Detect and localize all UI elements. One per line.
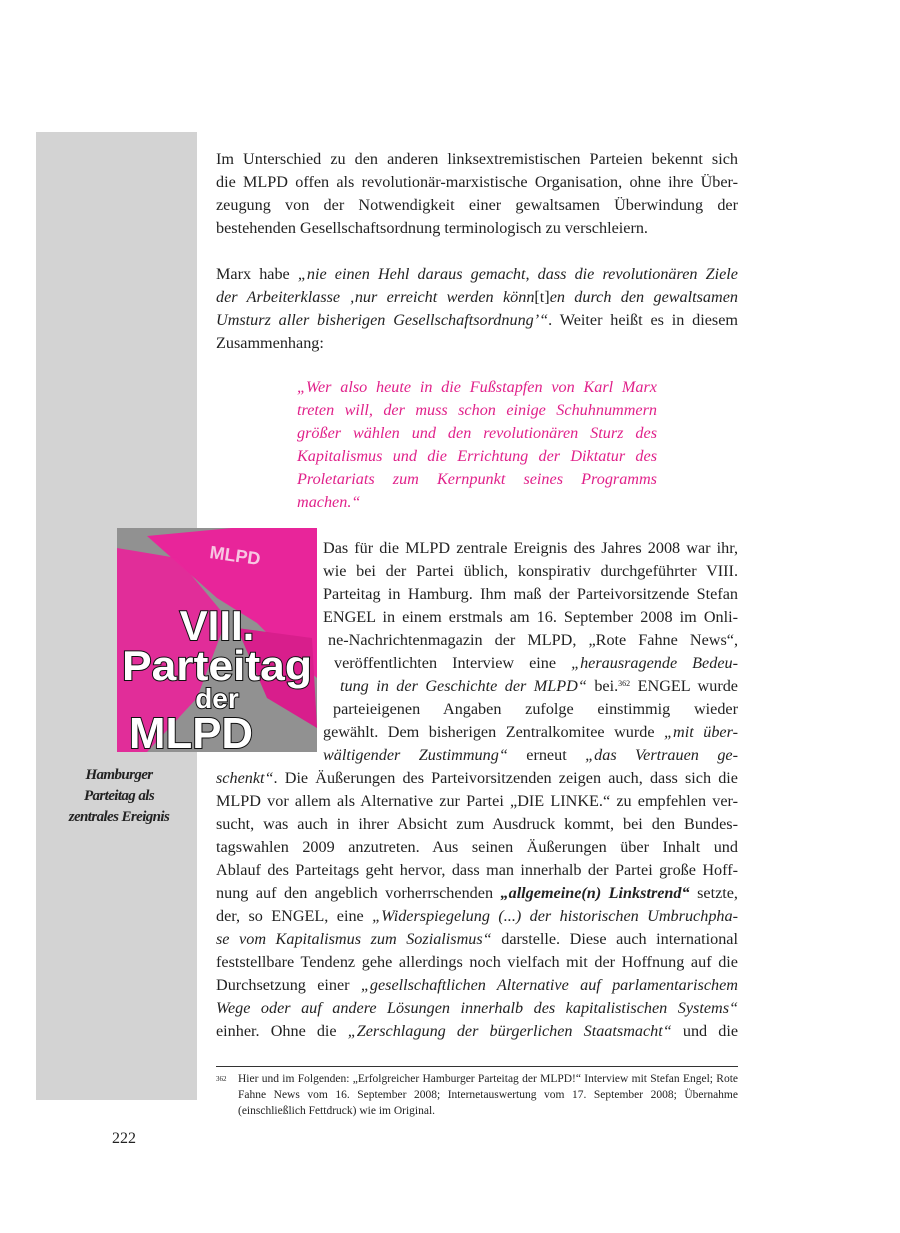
text-line: [216, 263, 738, 286]
text-line: [340, 675, 738, 698]
quote-line: machen.“: [297, 493, 361, 511]
poster-line: der: [195, 683, 239, 714]
text-line: Das für die MLPD zentrale Ereignis des Jahres 2008 war ihr,: [323, 539, 738, 557]
text-line: wie bei der Partei üblich, konspirativ durchgeführter VIII.: [323, 562, 738, 580]
footnote-separator: [216, 1066, 738, 1067]
text-line: tagswahlen 2009 anzutreten. Aus seinen Äußerungen über Inhalt und: [216, 838, 738, 856]
text-span: setzte,: [689, 884, 738, 902]
party-congress-poster: [117, 528, 317, 752]
quote-line: treten will, der muss schon einige Schuhnummern: [297, 401, 657, 419]
quote-span: „nie einen Hehl daraus gemacht, dass die revolutionären Ziele: [297, 265, 738, 283]
poster-image: [117, 528, 317, 752]
text-span: darstelle. Diese auch international: [491, 930, 738, 948]
quote-span: der Arbeiterklasse ‚nur erreicht werden könn: [216, 288, 535, 306]
paragraph-intro: [216, 148, 738, 240]
quote-span: se vom Kapitalismus zum Sozialismus“: [216, 930, 492, 948]
footnote-text: Hier und im Folgenden: „Erfolgreicher Hamburger Parteitag der MLPD!“ Interview mit Stefan Engel; Rote Fahne News vom 16. September 2008; Internetauswertung vom 17. September 2008; Übernahme (einschließlich Fettdruck) wie im Original.: [238, 1073, 738, 1117]
poster-line: VIII.: [179, 602, 255, 649]
paragraph-marx: [216, 263, 738, 355]
text-span: gewählt. Dem bisherigen Zentralkomitee wurde: [323, 723, 665, 741]
text-line: bestehenden Gesellschaftsordnung terminologisch zu verschleiern.: [216, 219, 648, 237]
text-span: veröffentlichten Interview eine: [334, 654, 572, 672]
quote-span: „mit über-: [664, 723, 738, 741]
bracket-span: [t]: [534, 288, 550, 306]
footnote-reference: 362: [618, 679, 631, 688]
text-span: Marx habe: [216, 265, 298, 283]
footnote-number: 362: [216, 1075, 227, 1083]
quote-line: Kapitalismus und die Errichtung der Diktatur des: [297, 447, 657, 465]
quote-line: Proletariats zum Kernpunkt seines Programms: [297, 470, 657, 488]
text-line: [216, 974, 738, 997]
text-line: MLPD vor allem als Alternative zur Partei „DIE LINKE.“ zu empfehlen ver-: [216, 792, 738, 810]
text-line: [216, 767, 738, 790]
quote-span: en durch den gewaltsamen: [549, 288, 738, 306]
text-span: bei.: [586, 677, 619, 695]
text-line: Wege oder auf andere Lösungen innerhalb des kapitalistischen Systems“: [216, 999, 738, 1017]
quote-span: „das Vertrauen ge-: [585, 746, 739, 764]
page-number: 222: [112, 1130, 136, 1147]
text-line: ne-Nachrichtenmagazin der MLPD, „Rote Fahne News“,: [328, 631, 738, 649]
quote-span: schenkt“: [216, 769, 274, 787]
text-line: Im Unterschied zu den anderen linksextremistischen Parteien bekennt sich: [216, 150, 738, 168]
sidenote-line: Parteitag als: [83, 788, 155, 804]
text-line: [323, 744, 738, 767]
sidenote-line: zentrales Ereignis: [68, 809, 170, 825]
text-line: [216, 1020, 738, 1043]
text-line: die MLPD offen als revolutionär-marxistische Organisation, ohne ihre Über-: [216, 173, 738, 191]
sidenote-line: Hamburger: [85, 767, 153, 783]
text-span: ENGEL wurde: [630, 677, 738, 695]
flag-label: MLPD: [208, 542, 262, 570]
text-line: [323, 721, 738, 744]
poster-line: MLPD: [129, 709, 253, 752]
text-line: Ablauf des Parteitags geht hervor, dass man innerhalb der Partei große Hoff-: [216, 861, 738, 879]
text-line: zeugung von der Notwendigkeit einer gewaltsamen Überwindung der: [216, 196, 738, 214]
text-line: feststellbare Tendenz gehe allerdings noch vielfach mit der Hoffnung auf die: [216, 953, 738, 971]
text-span: einher. Ohne die: [216, 1022, 348, 1040]
quote-span: „Zerschlagung der bürgerlichen Staatsmacht“: [347, 1022, 672, 1040]
text-line: parteieigenen Angaben zufolge einstimmig wieder: [333, 700, 738, 718]
footnote: [216, 1071, 738, 1119]
text-line: [334, 652, 738, 675]
quote-line: „Wer also heute in die Fußstapfen von Karl Marx: [297, 378, 657, 396]
sidenote: [52, 765, 186, 828]
quote-span: tung in der Geschichte der MLPD“: [340, 677, 587, 695]
text-span: Durchsetzung einer: [216, 976, 361, 994]
text-line: [216, 309, 738, 332]
quote-span: „gesellschaftlichen Alternative auf parlamentarischem: [360, 976, 738, 994]
text-line: sucht, was auch in ihrer Absicht zum Ausdruck kommt, bei den Bundes-: [216, 815, 738, 833]
text-span: und die: [671, 1022, 739, 1040]
text-span: erneut: [507, 746, 586, 764]
text-line: Zusammenhang:: [216, 334, 324, 352]
bold-quote-span: „allgemeine(n) Linkstrend“: [500, 884, 690, 902]
text-line: [216, 905, 738, 928]
text-line: ENGEL in einem erstmals am 16. September 2008 im Onli-: [323, 608, 738, 626]
poster-line: Parteitag: [122, 642, 312, 689]
text-line: Parteitag in Hamburg. Ihm maß der Parteivorsitzende Stefan: [323, 585, 738, 603]
text-line: [216, 286, 738, 309]
quote-span: „herausragende Bedeu-: [571, 654, 739, 672]
text-line: [216, 928, 738, 951]
quote-span: wältigender Zustimmung“: [323, 746, 508, 764]
quote-line: größer wählen und den revolutionären Sturz des: [297, 424, 657, 442]
quote-span: „Widerspiegelung (...) der historischen Umbruchpha-: [372, 907, 738, 925]
text-span: . Die Äußerungen des Parteivorsitzenden zeigen auch, dass sich die: [273, 769, 738, 787]
text-span: der, so ENGEL, eine: [216, 907, 373, 925]
text-span: nung auf den angeblich vorherrschenden: [216, 884, 501, 902]
text-line: [216, 882, 738, 905]
block-quote: [297, 376, 657, 514]
text-span: . Weiter heißt es in diesem: [548, 311, 738, 329]
quote-span: Umsturz aller bisherigen Gesellschaftsordnung’“: [216, 311, 549, 329]
